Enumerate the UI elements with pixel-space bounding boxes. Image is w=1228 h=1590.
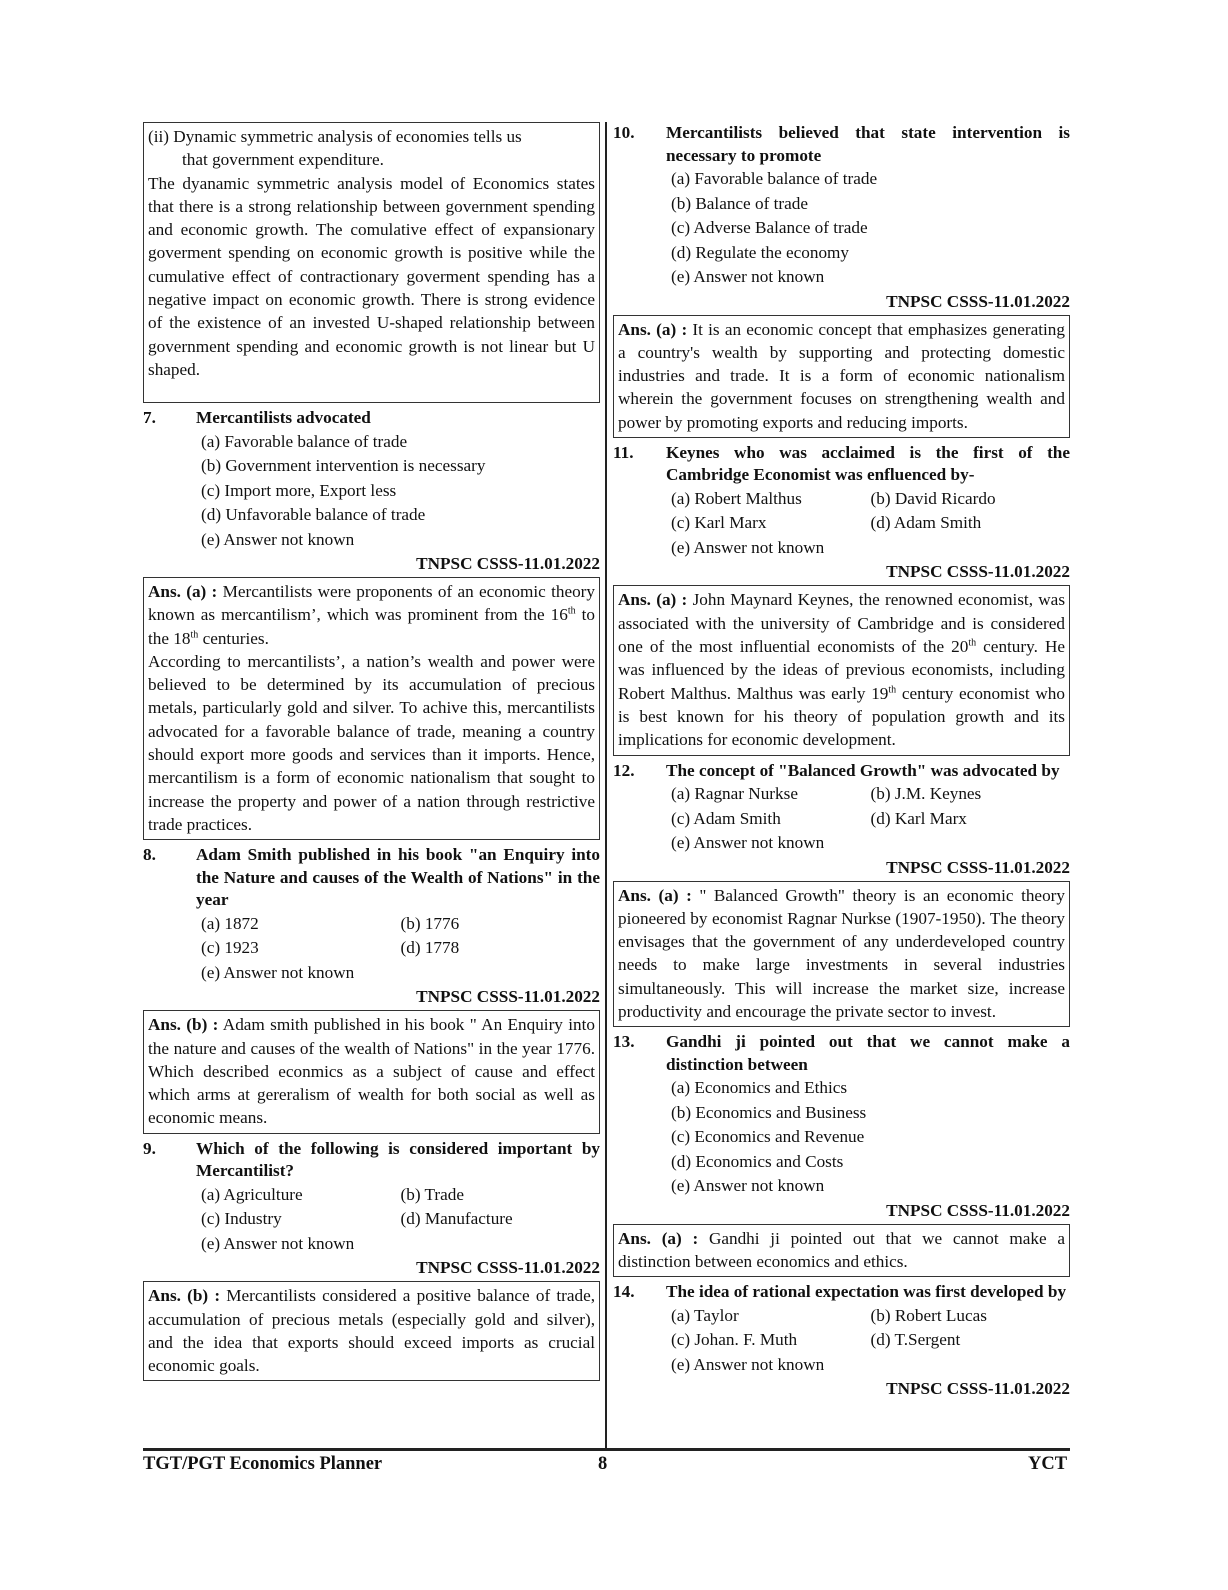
options-q11 bbox=[613, 487, 1070, 561]
options-q7 bbox=[143, 430, 600, 553]
option-e: (e) Answer not known bbox=[671, 267, 825, 286]
question-text: Which of the following is considered important by Mercantilist? bbox=[196, 1138, 600, 1181]
page-number: 8 bbox=[598, 1454, 608, 1474]
option-d: (d) Economics and Costs bbox=[671, 1151, 844, 1171]
answer-box-q10 bbox=[613, 315, 1070, 438]
option-c: (c) Industry bbox=[201, 1209, 282, 1229]
option-e: (e) Answer not known bbox=[201, 529, 355, 549]
left-column bbox=[143, 122, 600, 1381]
answer-explanation: It is an economic concept that emphasizes generating a country's wealth by supporting and protecting domestic industries and trade. It is a form of economic nationalism wherein the government focuses on strengthening wealth and power by promoting exports and reducing imports. bbox=[618, 319, 1065, 432]
question-text: Mercantilists advocated bbox=[196, 408, 371, 427]
answer-box-q12 bbox=[613, 881, 1070, 1028]
question-7 bbox=[143, 407, 600, 430]
option-c: (c) Adam Smith bbox=[671, 808, 781, 828]
exam-source: TNPSC CSSS-11.01.2022 bbox=[416, 987, 600, 1007]
option-c: (c) Economics and Revenue bbox=[671, 1127, 865, 1147]
question-9 bbox=[143, 1138, 600, 1183]
question-text: The idea of rational expectation was first developed by bbox=[666, 1282, 1067, 1302]
answer-box-q9 bbox=[143, 1281, 600, 1381]
question-number: 8. bbox=[143, 845, 156, 865]
option-d: (d) 1778 bbox=[400, 938, 460, 958]
exam-source: TNPSC CSSS-11.01.2022 bbox=[416, 554, 600, 573]
question-11 bbox=[613, 442, 1070, 487]
question-14 bbox=[613, 1281, 1070, 1304]
answer-explanation: Gandhi ji pointed out that we cannot make a distinction between economics and ethics. bbox=[618, 1228, 1065, 1272]
option-e: (e) Answer not known bbox=[671, 833, 825, 853]
answer-explanation: Mercantilists considered a positive balance of trade, accumulation of precious metals (especially gold and silver), and the idea that exports should exceed imports as crucial economic goals. bbox=[148, 1286, 596, 1376]
option-c: (c) Karl Marx bbox=[671, 513, 767, 533]
q6-explanation: The dyanamic symmetric analysis model of Economics states that there is a strong relationship between government spending and economic growth. The comulative effect of expansionary goverment spending on economic growth is positive while the cumulative effect of contractionary goverment spending has a negative impact on economic growth. There is strong evidence of the existence of an invested U-shaped relationship between government spending and economic growth is not linear but U shaped. bbox=[148, 173, 595, 379]
answer-box-q7: Ans. (a) : Mercantilists were proponents of an economic theory known as mercantilism’, which was prominent from the 16th to the 18th centuries. According to mercantilists’, a nation’s wealth and power were believed to be determined by its accumulation of precious metals, particularly gold and silver. To achive this, mercantilists advocated for a favorable balance of trade, meaning a country should export more goods and services than it imports. Hence, mercantilism is a form of economic nationalism that sought to increase the property and power of a nation through restrictive trade practices. bbox=[143, 577, 600, 840]
exam-source: TNPSC CSSS-11.01.2022 bbox=[886, 857, 1070, 877]
right-column bbox=[613, 122, 1070, 1402]
question-13 bbox=[613, 1031, 1070, 1076]
question-text: Keynes who was acclaimed is the first of the Cambridge Economist was enfluenced by- bbox=[666, 442, 1070, 485]
answer-box-q13 bbox=[613, 1224, 1070, 1278]
option-a: (a) Agriculture bbox=[201, 1184, 303, 1204]
options-q8 bbox=[143, 912, 600, 986]
option-e: (e) Answer not known bbox=[201, 962, 355, 982]
answer-explanation: According to mercantilists’, a nation’s wealth and power were believed to be determined by its accumulation of precious metals, particularly gold and silver. To achive this, mercantilists advocated for a favorable balance of trade, meaning a country should export more goods and services than it imports. Hence, mercantilism is a form of economic nationalism that sought to increase the property and power of a nation through restrictive trade practices. bbox=[148, 651, 595, 834]
column-divider bbox=[605, 122, 607, 1450]
answer-explanation: Adam smith published in his book " An Enquiry into the nature and causes of the wealth of Nations" in the year 1776. Which described econmics as a subject of cause and effect which arms at gereralism of wealth for both social as well as economic means. bbox=[148, 1015, 595, 1128]
option-a: (a) 1872 bbox=[201, 913, 259, 933]
answer-label: Ans. (a) : bbox=[618, 590, 688, 610]
answer-label: Ans. (b) : bbox=[148, 1286, 221, 1306]
exam-source: TNPSC CSSS-11.01.2022 bbox=[886, 1379, 1070, 1399]
option-e: (e) Answer not known bbox=[671, 1354, 825, 1374]
option-e: (e) Answer not known bbox=[671, 1176, 825, 1196]
option-d: (d) Unfavorable balance of trade bbox=[201, 505, 426, 524]
options-q10 bbox=[613, 167, 1070, 290]
answer-explanation: " Balanced Growth" theory is an economic theory pioneered by economist Ragnar Nurkse (1907-1950). The theory envisages that the government of any underdeveloped country needs to make large investments in several industries simultaneously. This will increase the market size, increase productivity and encourage the private sector to invest. bbox=[618, 885, 1065, 1022]
option-d: (d) Regulate the economy bbox=[671, 242, 850, 262]
option-a: (a) Taylor bbox=[671, 1305, 739, 1325]
option-c: (c) Johan. F. Muth bbox=[671, 1330, 798, 1350]
answer-label: Ans. (a) : bbox=[618, 1228, 699, 1248]
answer-label: Ans. (b) : bbox=[148, 1015, 219, 1035]
footer-rule bbox=[143, 1448, 1070, 1451]
exam-source: TNPSC CSSS-11.01.2022 bbox=[886, 291, 1070, 311]
option-a: (a) Robert Malthus bbox=[671, 488, 802, 508]
question-10 bbox=[613, 122, 1070, 167]
question-number: 14. bbox=[613, 1282, 635, 1302]
options-q14 bbox=[613, 1304, 1070, 1378]
options-q13 bbox=[613, 1076, 1070, 1199]
question-number: 13. bbox=[613, 1032, 635, 1052]
answer-label: Ans. (a) : bbox=[148, 582, 218, 601]
option-d: (d) Karl Marx bbox=[870, 808, 967, 828]
option-b: (b) Trade bbox=[400, 1184, 464, 1204]
question-text: The concept of "Balanced Growth" was advocated by bbox=[666, 760, 1060, 780]
option-b: (b) 1776 bbox=[400, 913, 460, 933]
option-b: (b) Economics and Business bbox=[671, 1102, 867, 1122]
question-number: 10. bbox=[613, 123, 635, 142]
option-a: (a) Ragnar Nurkse bbox=[671, 784, 798, 804]
option-d: (d) Adam Smith bbox=[870, 513, 982, 533]
question-number: 7. bbox=[143, 408, 156, 427]
option-c: (c) 1923 bbox=[201, 938, 259, 958]
exam-source: TNPSC CSSS-11.01.2022 bbox=[416, 1258, 600, 1278]
option-a: (a) Favorable balance of trade bbox=[201, 431, 408, 451]
answer-box-q11: Ans. (a) : John Maynard Keynes, the renowned economist, was associated with the university of Cambridge and is considered one of the most influential economists of the 20th century. He was influenced by the ideas of previous economists, including Robert Malthus. Malthus was early 19th century economist who is best known for his theory of population growth and its implications for economic development. bbox=[613, 585, 1070, 755]
q6-subpoint: (ii) Dynamic symmetric analysis of economies tells us that government expenditure. bbox=[148, 127, 522, 170]
option-b: (b) Robert Lucas bbox=[870, 1305, 987, 1325]
option-b: (b) Balance of trade bbox=[671, 193, 808, 213]
exam-source: TNPSC CSSS-11.01.2022 bbox=[886, 1200, 1070, 1220]
question-text: Adam Smith published in his book "an Enquiry into the Nature and causes of the Wealth of Nations" in the year bbox=[196, 845, 600, 910]
answer-box-q8 bbox=[143, 1010, 600, 1133]
footer-book-title: TGT/PGT Economics Planner bbox=[143, 1454, 383, 1474]
answer-box-q6 bbox=[143, 122, 600, 403]
question-number: 9. bbox=[143, 1138, 156, 1158]
question-8 bbox=[143, 844, 600, 912]
options-q12 bbox=[613, 782, 1070, 856]
answer-label: Ans. (a) : bbox=[618, 885, 692, 905]
option-c: (c) Import more, Export less bbox=[201, 480, 397, 500]
option-a: (a) Favorable balance of trade bbox=[671, 169, 878, 188]
option-d: (d) T.Sergent bbox=[870, 1330, 961, 1350]
option-c: (c) Adverse Balance of trade bbox=[671, 218, 868, 237]
question-text: Mercantilists believed that state intervention is necessary to promote bbox=[666, 123, 1070, 165]
options-q9 bbox=[143, 1183, 600, 1257]
question-number: 12. bbox=[613, 760, 635, 780]
option-a: (a) Economics and Ethics bbox=[671, 1078, 848, 1098]
exam-source: TNPSC CSSS-11.01.2022 bbox=[886, 562, 1070, 582]
question-12 bbox=[613, 760, 1070, 783]
option-b: (b) David Ricardo bbox=[870, 488, 996, 508]
question-number: 11. bbox=[613, 442, 634, 462]
option-b: (b) J.M. Keynes bbox=[870, 784, 982, 804]
option-e: (e) Answer not known bbox=[671, 537, 825, 557]
footer-publisher: YCT bbox=[1028, 1454, 1068, 1474]
answer-label: Ans. (a) : bbox=[618, 319, 688, 339]
option-e: (e) Answer not known bbox=[201, 1233, 355, 1253]
question-text: Gandhi ji pointed out that we cannot make a distinction between bbox=[666, 1032, 1070, 1074]
option-d: (d) Manufacture bbox=[400, 1209, 513, 1229]
option-b: (b) Government intervention is necessary bbox=[201, 456, 486, 475]
